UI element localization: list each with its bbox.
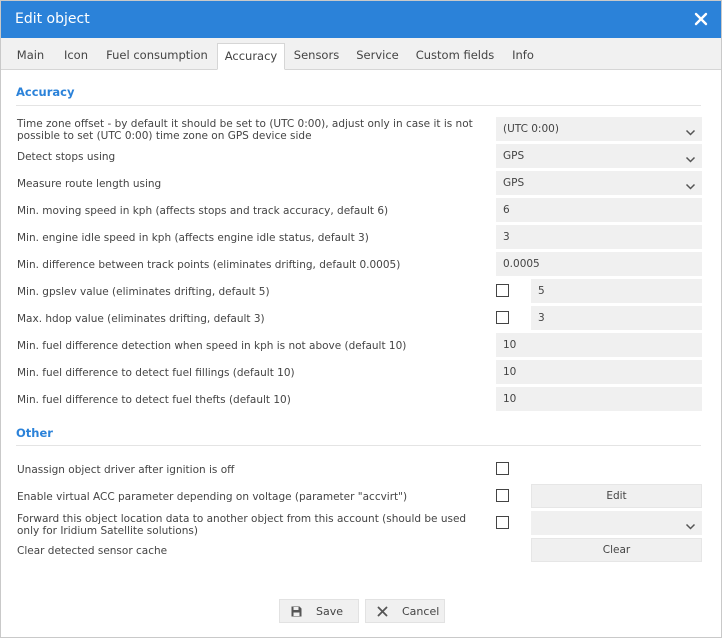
fuel-speed-input[interactable]: 10 (496, 333, 702, 357)
fuel-speed-label: Min. fuel difference detection when speed in kph is not above (default 10) (17, 340, 407, 352)
chevron-down-icon (685, 178, 696, 189)
tab-icon[interactable]: Icon (63, 48, 89, 62)
section-title-other: Other (16, 426, 53, 440)
title-bar (1, 1, 721, 38)
tab-bar (1, 38, 721, 70)
floppy-disk-icon (291, 606, 302, 617)
cancel-button[interactable] (365, 599, 445, 623)
cancel-x-icon (377, 606, 388, 617)
min-gpslev-label: Min. gpslev value (eliminates drifting, default 5) (17, 286, 270, 298)
virtual-acc-checkbox[interactable] (496, 489, 509, 502)
close-icon[interactable] (691, 9, 711, 29)
clear-cache-label: Clear detected sensor cache (17, 545, 168, 557)
min-moving-speed-label: Min. moving speed in kph (affects stops and track accuracy, default 6) (17, 205, 389, 217)
timezone-label-line1: Time zone offset - by default it should be set to (UTC 0:00), adjust only in case it is not (17, 118, 473, 130)
route-length-label: Measure route length using (17, 178, 162, 190)
chevron-down-icon (685, 124, 696, 135)
save-button[interactable] (279, 599, 359, 623)
detect-stops-select[interactable] (496, 144, 702, 168)
fuel-thefts-label: Min. fuel difference to detect fuel thefts (default 10) (17, 394, 291, 406)
tab-info[interactable]: Info (512, 48, 534, 62)
max-hdop-input[interactable]: 3 (531, 306, 702, 330)
timezone-select[interactable] (496, 117, 702, 141)
forward-location-label-line1: Forward this object location data to another object from this account (should be used (17, 513, 467, 525)
forward-location-select[interactable] (531, 511, 702, 535)
section-divider (16, 105, 701, 106)
fuel-fillings-label: Min. fuel difference to detect fuel fillings (default 10) (17, 367, 295, 379)
tab-custom-fields[interactable]: Custom fields (415, 48, 495, 62)
cancel-label: Cancel (402, 605, 440, 618)
min-moving-speed-input[interactable]: 6 (496, 198, 702, 222)
fuel-fillings-input[interactable]: 10 (496, 360, 702, 384)
chevron-down-icon (685, 151, 696, 162)
virtual-acc-label: Enable virtual ACC parameter depending on voltage (parameter "accvirt") (17, 491, 408, 503)
timezone-select-value: (UTC 0:00) (503, 123, 559, 135)
min-idle-speed-input[interactable]: 3 (496, 225, 702, 249)
tab-accuracy[interactable]: Accuracy (217, 43, 285, 70)
unassign-driver-label: Unassign object driver after ignition is off (17, 464, 235, 476)
clear-cache-button[interactable]: Clear (531, 538, 702, 562)
save-label: Save (316, 605, 344, 618)
chevron-down-icon (685, 518, 696, 529)
min-idle-speed-label: Min. engine idle speed in kph (affects engine idle status, default 3) (17, 232, 369, 244)
forward-location-checkbox[interactable] (496, 516, 509, 529)
route-length-select[interactable] (496, 171, 702, 195)
min-gpslev-input[interactable]: 5 (531, 279, 702, 303)
timezone-label-line2: possible to set (UTC 0:00) time zone on GPS device side (17, 130, 312, 142)
tab-main[interactable]: Main (16, 48, 45, 62)
min-track-diff-label: Min. difference between track points (eliminates drifting, default 0.0005) (17, 259, 401, 271)
section-divider (16, 445, 701, 446)
section-title-accuracy: Accuracy (16, 85, 75, 99)
virtual-acc-edit-button[interactable]: Edit (531, 484, 702, 508)
dialog-title: Edit object (15, 11, 90, 27)
max-hdop-checkbox[interactable] (496, 311, 509, 324)
max-hdop-label: Max. hdop value (eliminates drifting, default 3) (17, 313, 265, 325)
min-gpslev-checkbox[interactable] (496, 284, 509, 297)
forward-location-label-line2: only for Iridium Satellite solutions) (17, 525, 198, 537)
min-track-diff-input[interactable]: 0.0005 (496, 252, 702, 276)
tab-service[interactable]: Service (356, 48, 399, 62)
unassign-driver-checkbox[interactable] (496, 462, 509, 475)
route-length-value: GPS (503, 177, 525, 189)
tab-sensors[interactable]: Sensors (293, 48, 340, 62)
detect-stops-label: Detect stops using (17, 151, 116, 163)
detect-stops-value: GPS (503, 150, 525, 162)
tab-fuel-consumption[interactable]: Fuel consumption (106, 48, 208, 62)
fuel-thefts-input[interactable]: 10 (496, 387, 702, 411)
